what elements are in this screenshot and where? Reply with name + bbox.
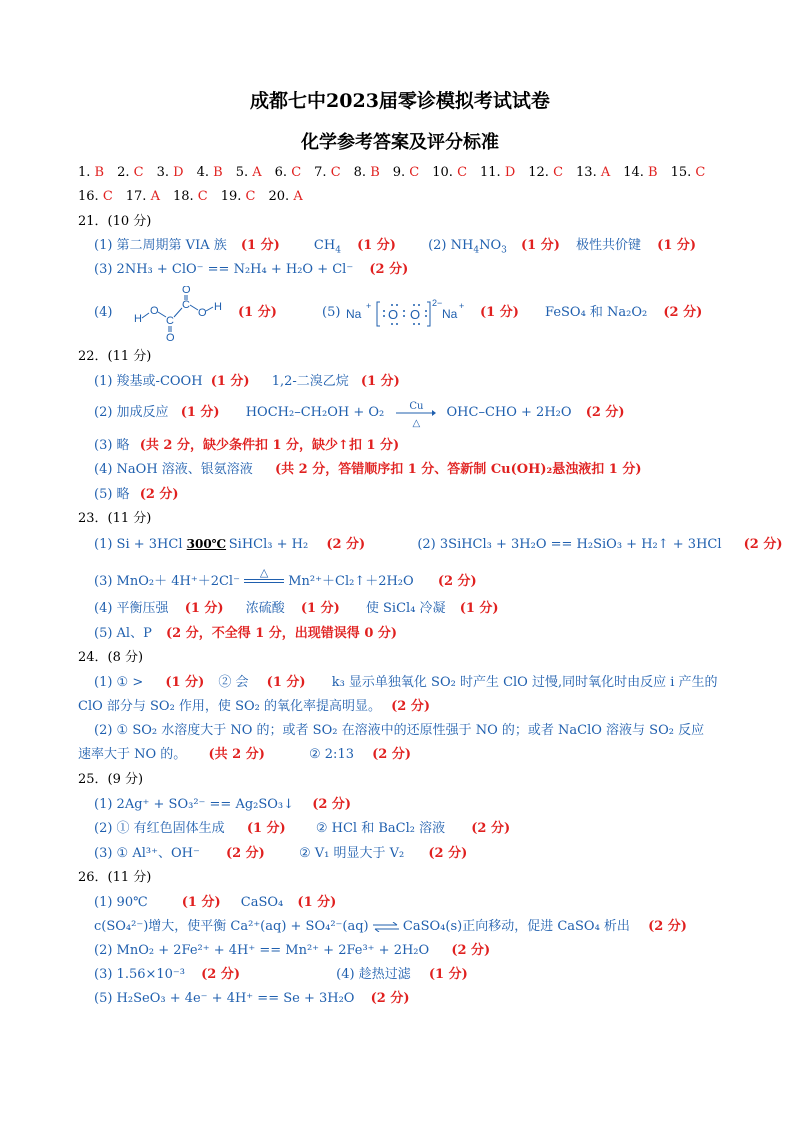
q21-line-3 bbox=[94, 304, 112, 322]
q25-2-answer: (2) ① 有红色固体生成 bbox=[94, 821, 225, 836]
q21-3-score: (2 分) bbox=[369, 262, 409, 277]
q21-4-score-wrap bbox=[238, 304, 277, 322]
mc-answer-letter: A bbox=[600, 165, 611, 180]
svg-text:+: + bbox=[366, 301, 372, 311]
q23-4-score-1: (1 分) bbox=[184, 601, 224, 616]
q21-5-score-wrap bbox=[480, 304, 702, 322]
q23-1-condition: 300℃ bbox=[186, 537, 227, 551]
mc-question-number: 8. bbox=[353, 165, 371, 180]
q21-bond-score: (1 分) bbox=[657, 238, 697, 253]
q23-1-reactants: (1) Si + 3HCl bbox=[94, 537, 183, 552]
svg-text:O: O bbox=[388, 307, 399, 322]
svg-text:Na: Na bbox=[442, 307, 458, 321]
mc-question-number: 17. bbox=[125, 189, 151, 204]
mc-answer-item bbox=[393, 164, 420, 182]
q21-ch4: $CH_4$ bbox=[313, 238, 341, 256]
mc-question-number: 15. bbox=[670, 165, 696, 180]
q26-1-score-1: (1 分) bbox=[181, 895, 221, 910]
q22-2-reactants: HOCH₂–CH₂OH + O₂ bbox=[245, 405, 385, 420]
atom-h-left: H bbox=[134, 313, 142, 325]
q21-4-score: (1 分) bbox=[238, 305, 277, 320]
q26-2-equation: (2) MnO₂ + 2Fe²⁺ + 4H⁺ == Mn²⁺ + 2Fe³⁺ + 2H₂O bbox=[94, 943, 430, 958]
svg-text:2−: 2− bbox=[432, 298, 443, 308]
q25-1-score: (2 分) bbox=[312, 797, 352, 812]
q22-2-equation-score: (2 分) bbox=[585, 405, 625, 420]
mc-answer-item bbox=[78, 188, 113, 206]
mc-answer-letter: C bbox=[553, 165, 564, 180]
q26-line-1 bbox=[94, 894, 336, 912]
mc-question-number: 9. bbox=[392, 165, 410, 180]
equilibrium-arrow-icon bbox=[373, 922, 399, 932]
page-title: 成都七中2023届零诊模拟考试试卷 bbox=[250, 90, 550, 112]
q22-4-answer: (4) NaOH 溶液、银氨溶液 bbox=[94, 462, 253, 477]
mc-question-number: 2. bbox=[117, 165, 134, 180]
q22-line-3 bbox=[94, 437, 399, 455]
q21-5-label-wrap bbox=[322, 304, 340, 322]
mc-answer-item bbox=[157, 164, 184, 182]
q26-1-temperature: (1) 90℃ bbox=[94, 895, 148, 910]
atom-h-right: H bbox=[214, 301, 222, 313]
q24-1-reason: k₃ 显示单独氧化 SO₂ 时产生 ClO 过慢,同时氧化时由反应 i 产生的 bbox=[331, 675, 718, 690]
mc-answers-row-2 bbox=[78, 188, 316, 206]
q26-1-precipitate: CaSO₄ bbox=[240, 895, 284, 910]
q23-3-reactants: (3) MnO₂＋ 4H⁺＋2Cl⁻ bbox=[94, 574, 240, 589]
q21-6-score: (2 分) bbox=[663, 305, 703, 320]
mc-answer-letter: C bbox=[409, 165, 420, 180]
q24-2-score-2: (2 分) bbox=[372, 747, 411, 762]
mc-question-number: 6. bbox=[274, 165, 292, 180]
q23-4-acid: 浓硫酸 bbox=[245, 601, 285, 616]
mc-answer-item bbox=[173, 188, 208, 206]
mc-question-number: 16. bbox=[78, 189, 103, 204]
mc-question-number: 3. bbox=[156, 165, 174, 180]
mc-answer-item bbox=[117, 164, 144, 182]
q22-line-1 bbox=[94, 373, 400, 391]
mc-answer-item bbox=[197, 164, 223, 182]
mc-answer-letter: D bbox=[173, 165, 184, 180]
q26-line-2 bbox=[94, 918, 687, 936]
q24-line-1 bbox=[94, 674, 718, 692]
q25-heading: 25．(9 分) bbox=[78, 772, 144, 787]
q24-line-4 bbox=[78, 746, 411, 764]
q26-5-equation: (5) H₂SeO₃ + 4e⁻ + 4H⁺ == Se + 3H₂O bbox=[94, 991, 355, 1006]
q22-2-products: OHC–CHO + 2H₂O bbox=[446, 405, 572, 420]
q23-4-answer: (4) 平衡压强 bbox=[94, 601, 169, 616]
q23-4-condense: 使 SiCl₄ 冷凝 bbox=[365, 601, 446, 616]
mc-answer-letter: B bbox=[94, 165, 105, 180]
q22-5-score: (2 分) bbox=[139, 487, 179, 502]
mc-answers-row-1 bbox=[78, 164, 718, 182]
q24-2-answer-cont: 速率大于 NO 的。 bbox=[78, 747, 187, 762]
q25-3-score-2: (2 分) bbox=[428, 846, 468, 861]
q22-2-answer: (2) 加成反应 bbox=[94, 405, 169, 420]
svg-text:O: O bbox=[410, 307, 421, 322]
q25-line-3 bbox=[94, 845, 467, 863]
q26-line-3 bbox=[94, 942, 490, 960]
q23-4-score-2: (1 分) bbox=[300, 601, 340, 616]
q22-1-name: 1,2-二溴乙烷 bbox=[271, 374, 349, 389]
mc-answer-letter: A bbox=[252, 165, 262, 180]
q21-2-answer: (2) $NH_4NO_3$ bbox=[428, 238, 507, 256]
mc-question-number: 11. bbox=[480, 165, 505, 180]
q23-2-score: (2 分) bbox=[743, 537, 783, 552]
q22-4-score: (共 2 分，答错顺序扣 1 分、答新制 Cu(OH)₂悬浊液扣 1 分) bbox=[274, 462, 642, 477]
q23-line-1 bbox=[94, 535, 783, 554]
mc-answer-item bbox=[314, 164, 341, 182]
mc-answer-letter: C bbox=[291, 165, 302, 180]
mc-answer-item bbox=[432, 164, 467, 182]
q22-3-answer: (3) 略 bbox=[94, 438, 130, 453]
q25-2-reagent: ② HCl 和 BaCl₂ 溶液 bbox=[315, 821, 446, 836]
q23-line-4 bbox=[94, 625, 397, 643]
q24-1-reason-cont: ClO 部分与 SO₂ 作用，使 SO₂ 的氧化率提高明显。 bbox=[78, 699, 381, 714]
q22-heading: 22．(11 分) bbox=[78, 349, 152, 364]
q24-1-answer: (1) ① > bbox=[94, 675, 144, 690]
mc-question-number: 19. bbox=[220, 189, 246, 204]
q24-line-2 bbox=[78, 698, 430, 716]
q21-line-1 bbox=[94, 237, 696, 255]
svg-text:+: + bbox=[459, 301, 464, 311]
q25-3-ions: (3) ① Al³⁺、OH⁻ bbox=[94, 846, 200, 861]
atom-c-right: C bbox=[182, 299, 190, 311]
mc-question-number: 1. bbox=[78, 165, 95, 180]
q22-2-reaction-arrow: Cu △ bbox=[396, 407, 436, 419]
q22-1-name-score: (1 分) bbox=[360, 374, 400, 389]
q26-line-5 bbox=[94, 990, 409, 1008]
q23-1-products: SiHCl₃ + H₂ bbox=[228, 537, 309, 552]
q25-3-volume: ② V₁ 明显大于 V₂ bbox=[298, 846, 405, 861]
q26-line-4 bbox=[94, 966, 468, 984]
q22-1-score: (1 分) bbox=[210, 374, 250, 389]
q26-3-value: (3) 1.56×10⁻³ bbox=[94, 967, 185, 982]
mc-question-number: 4. bbox=[196, 165, 214, 180]
mc-question-number: 10. bbox=[432, 165, 458, 180]
q26-heading: 26．(11 分) bbox=[78, 870, 152, 885]
mc-answer-item bbox=[78, 164, 104, 182]
mc-answer-letter: A bbox=[293, 189, 303, 204]
q26-1-score-3: (2 分) bbox=[648, 919, 687, 934]
q22-1-answer: (1) 羧基或-COOH bbox=[94, 374, 203, 389]
mc-answer-item bbox=[269, 188, 303, 206]
q24-2-answer: (2) ① SO₂ 水溶度大于 NO 的；或者 SO₂ 在溶液中的还原性强于 NO 的；或者 NaClO 溶液与 SO₂ 反应 bbox=[94, 723, 705, 738]
mc-answer-item bbox=[528, 164, 563, 182]
q23-4-score-3: (1 分) bbox=[459, 601, 499, 616]
q25-line-2 bbox=[94, 820, 510, 838]
mc-answer-letter: C bbox=[133, 165, 144, 180]
q21-bond-type: 极性共价键 bbox=[576, 238, 642, 253]
mc-answer-letter: D bbox=[504, 165, 516, 180]
mc-question-number: 5. bbox=[235, 165, 253, 180]
q21-heading: 21．(10 分) bbox=[78, 214, 152, 229]
mc-answer-letter: A bbox=[150, 189, 160, 204]
q21-5-score: (1 分) bbox=[480, 305, 519, 320]
mc-answer-item bbox=[275, 164, 302, 182]
q26-4-score: (1 分) bbox=[428, 967, 468, 982]
mc-question-number: 14. bbox=[623, 165, 649, 180]
q23-2-equation: (2) 3SiHCl₃ + 3H₂O == H₂SiO₃ + H₂↑ + 3HCl bbox=[417, 537, 722, 552]
q22-2-score: (1 分) bbox=[180, 405, 220, 420]
q25-line-1 bbox=[94, 796, 351, 814]
mc-answer-letter: C bbox=[197, 189, 208, 204]
q22-5-answer: (5) 略 bbox=[94, 487, 130, 502]
mc-question-number: 13. bbox=[576, 165, 601, 180]
q26-4-answer: (4) 趁热过滤 bbox=[336, 967, 411, 982]
sodium-peroxide-electron-formula bbox=[346, 296, 464, 330]
q24-heading: 24．(8 分) bbox=[78, 650, 144, 665]
atom-c-left: C bbox=[166, 315, 174, 327]
mc-answer-letter: B bbox=[370, 165, 380, 180]
q24-2-ratio: ② 2:13 bbox=[309, 747, 354, 762]
mc-answer-letter: C bbox=[695, 165, 706, 180]
q21-ch4-score: (1 分) bbox=[357, 238, 396, 253]
q23-3-products: Mn²⁺＋Cl₂↑＋2H₂O bbox=[288, 574, 414, 589]
q24-2-score-1: (共 2 分) bbox=[208, 747, 265, 762]
q22-line-4 bbox=[94, 461, 641, 479]
q21-6-answer: FeSO₄ 和 Na₂O₂ bbox=[545, 305, 648, 320]
mc-question-number: 20. bbox=[268, 189, 294, 204]
mc-answer-letter: C bbox=[330, 165, 341, 180]
q23-3-heat-sign: △ bbox=[244, 576, 284, 588]
q21-1-score: (1 分) bbox=[240, 238, 280, 253]
mc-question-number: 12. bbox=[528, 165, 554, 180]
q24-1-score-2: (1 分) bbox=[266, 675, 306, 690]
atom-o-left: O bbox=[150, 305, 159, 317]
q26-1-explanation-b: CaSO₄(s)正向移动，促进 CaSO₄ 析出 bbox=[402, 919, 630, 934]
mc-answer-letter: B bbox=[213, 165, 223, 180]
mc-answer-letter: C bbox=[245, 189, 256, 204]
oxalic-acid-structure bbox=[132, 286, 222, 344]
q23-line-3 bbox=[94, 600, 499, 618]
mc-answer-item bbox=[126, 188, 160, 206]
q22-line-5 bbox=[94, 486, 179, 504]
q26-2-score: (2 分) bbox=[451, 943, 491, 958]
q26-5-score: (2 分) bbox=[370, 991, 410, 1006]
q24-line-3 bbox=[94, 722, 704, 740]
q23-5-score: (2 分，不全得 1 分，出现错误得 0 分) bbox=[165, 626, 398, 641]
mc-answer-item bbox=[671, 164, 706, 182]
mc-question-number: 18. bbox=[172, 189, 198, 204]
page-subtitle: 化学参考答案及评分标准 bbox=[301, 132, 499, 153]
mc-answer-letter: B bbox=[648, 165, 658, 180]
q24-1-score-1: (1 分) bbox=[165, 675, 205, 690]
q26-1-explanation-a: c(SO₄²⁻)增大，使平衡 Ca²⁺(aq) + SO₄²⁻(aq) bbox=[94, 919, 369, 934]
q23-1-score: (2 分) bbox=[326, 537, 366, 552]
q22-3-score: (共 2 分，缺少条件扣 1 分，缺少↑扣 1 分) bbox=[139, 438, 400, 453]
q21-3-equation: (3) 2NH₃ + ClO⁻ == N₂H₄ + H₂O + Cl⁻ bbox=[94, 262, 354, 277]
q24-1-will: ② 会 bbox=[218, 675, 249, 690]
q25-1-equation: (1) 2Ag⁺ + SO₃²⁻ == Ag₂SO₃↓ bbox=[94, 797, 295, 812]
q23-heading: 23．(11 分) bbox=[78, 511, 152, 526]
mc-answer-letter: C bbox=[102, 189, 113, 204]
q24-1-score-3: (2 分) bbox=[391, 699, 430, 714]
atom-o-bottom: O bbox=[166, 332, 175, 344]
mc-answer-letter: C bbox=[457, 165, 468, 180]
mc-answer-item bbox=[623, 164, 657, 182]
mc-answer-item bbox=[236, 164, 262, 182]
q21-2-score: (1 分) bbox=[521, 238, 560, 253]
atom-o-top: O bbox=[182, 286, 191, 296]
q21-5-label: (5) bbox=[322, 305, 341, 320]
mc-answer-item bbox=[221, 188, 256, 206]
q21-1-answer: (1) 第二周期第 VIA 族 bbox=[94, 238, 227, 253]
mc-answer-item bbox=[576, 164, 610, 182]
q25-2-score-2: (2 分) bbox=[471, 821, 511, 836]
mc-answer-item bbox=[480, 164, 515, 182]
q23-3-score: (2 分) bbox=[437, 574, 477, 589]
mc-answer-item bbox=[354, 164, 380, 182]
q22-line-2 bbox=[94, 400, 625, 429]
q26-3-score: (2 分) bbox=[201, 967, 241, 982]
q25-2-score-1: (1 分) bbox=[246, 821, 286, 836]
q25-3-score-1: (2 分) bbox=[225, 846, 265, 861]
q21-4-label: (4) bbox=[94, 305, 113, 320]
q21-line-2 bbox=[94, 261, 408, 279]
atom-o-right: O bbox=[198, 307, 207, 319]
q26-1-score-2: (1 分) bbox=[297, 895, 337, 910]
svg-text:Na: Na bbox=[346, 307, 362, 321]
q23-5-answer: (5) Al、P bbox=[94, 626, 152, 641]
q23-line-2 bbox=[94, 565, 477, 591]
mc-question-number: 7. bbox=[314, 165, 331, 180]
